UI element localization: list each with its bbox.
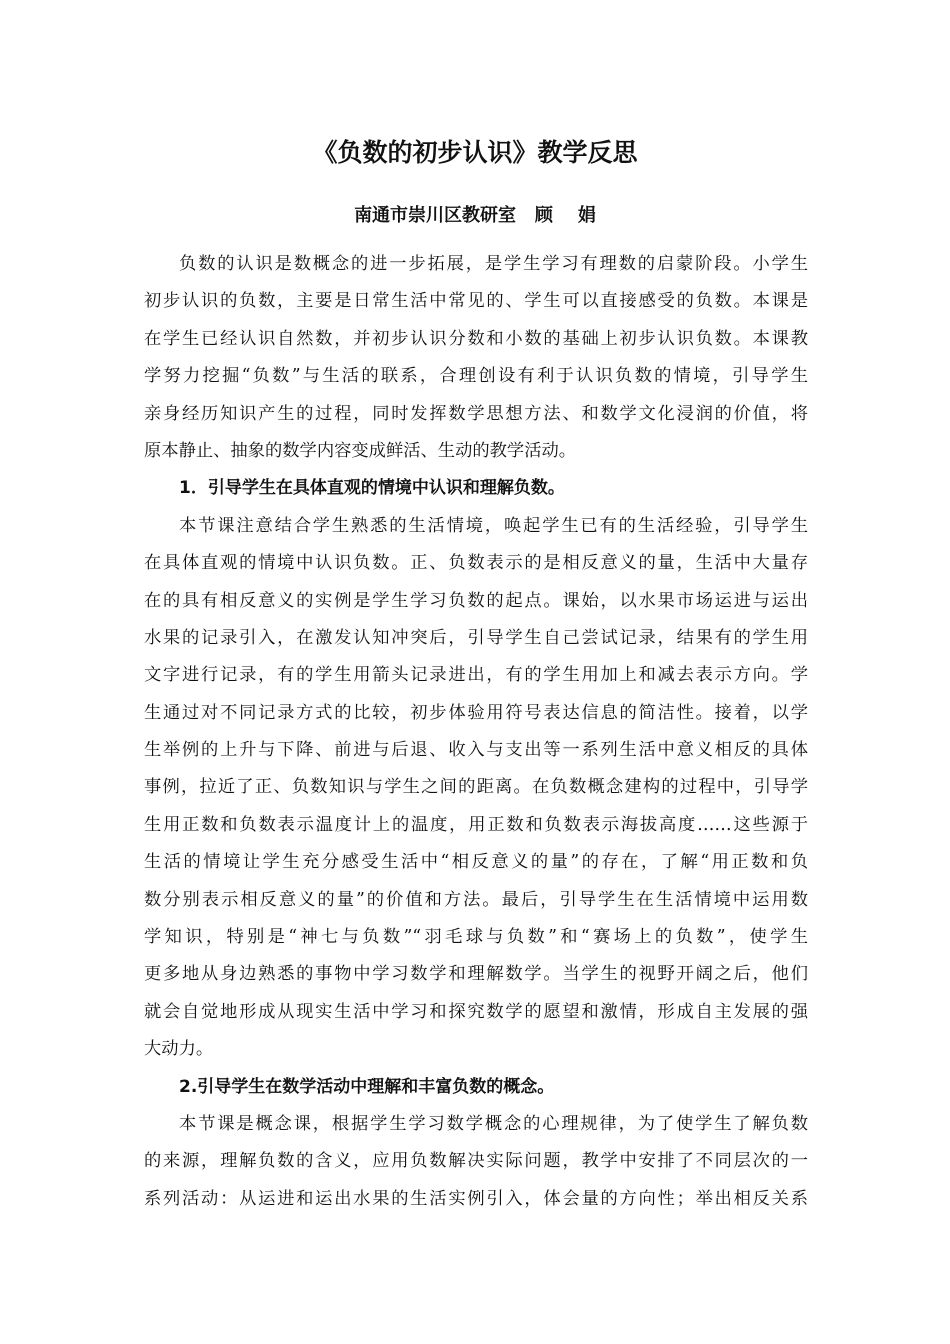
text-line: 本节课注意结合学生熟悉的生活情境，唤起学生已有的生活经验，引导学生 <box>179 515 808 536</box>
text-line: 亲身经历知识产生的过程，同时发挥数学思想方法、和数学文化浸润的价值，将 <box>144 403 808 424</box>
text-line: 原本静止、抽象的数学内容变成鲜活、生动的教学活动。 <box>144 440 577 461</box>
text-line: 更多地从身边熟悉的事物中学习数学和理解数学。当学生的视野开阔之后，他们 <box>144 964 808 985</box>
text-line: 初步认识的负数，主要是日常生活中常见的、学生可以直接感受的负数。本课是 <box>144 291 808 312</box>
text-line: 的来源，理解负数的含义，应用负数解决实际问题，教学中安排了不同层次的一 <box>144 1151 808 1172</box>
text-line: 学知识，特别是“神七与负数”“羽毛球与负数”和“赛场上的负数”，使学生 <box>144 927 808 948</box>
text-line: 生举例的上升与下降、前进与后退、收入与支出等一系列生活中意义相反的具体 <box>144 740 808 761</box>
text-line: 就会自觉地形成从现实生活中学习和探究数学的愿望和激情，形成自主发展的强 <box>144 1001 808 1022</box>
document-body <box>144 246 808 1218</box>
text-line: 学努力挖掘“负数”与生活的联系，合理创设有利于认识负数的情境，引导学生 <box>144 366 808 387</box>
text-line: 文字进行记录，有的学生用箭头记录进出，有的学生用加上和减去表示方向。学 <box>144 665 808 686</box>
text-line: 数分别表示相反意义的量”的价值和方法。最后，引导学生在生活情境中运用数 <box>144 889 808 910</box>
text-line: 在学生已经认识自然数，并初步认识分数和小数的基础上初步认识负数。本课教 <box>144 328 808 349</box>
text-line: 事例，拉近了正、负数知识与学生之间的距离。在负数概念建构的过程中，引导学 <box>144 777 808 798</box>
text-line: 在的具有相反意义的实例是学生学习负数的起点。课始，以水果市场运进与运出 <box>144 590 808 611</box>
text-line: 在具体直观的情境中认识负数。正、负数表示的是相反意义的量，生活中大量存 <box>144 553 808 574</box>
text-line: 本节课是概念课，根据学生学习数学概念的心理规律，为了使学生了解负数 <box>179 1113 808 1134</box>
text-line: 大动力。 <box>144 1039 214 1060</box>
text-line: 负数的认识是数概念的进一步拓展，是学生学习有理数的启蒙阶段。小学生 <box>179 254 808 274</box>
text-line: 水果的记录引入，在激发认知冲突后，引导学生自己尝试记录，结果有的学生用 <box>144 627 808 648</box>
text-line: 生活的情境让学生充分感受生活中“相反意义的量”的存在，了解“用正数和负 <box>144 852 808 873</box>
section-heading-1: 1．引导学生在具体直观的情境中认识和理解负数。 <box>179 478 565 499</box>
document-title: 《负数的初步认识》教学反思 <box>312 138 638 167</box>
text-line: 生用正数和负数表示温度计上的温度，用正数和负数表示海拔高度……这些源于 <box>144 814 808 835</box>
author-line: 南通市崇川区教研室 顾 娟 <box>354 205 596 226</box>
text-line: 生通过对不同记录方式的比较，初步体验用符号表达信息的简洁性。接着，以学 <box>144 702 808 723</box>
text-line: 系列活动：从运进和运出水果的生活实例引入，体会量的方向性；举出相反关系 <box>144 1188 808 1209</box>
section-heading-2: 2.引导学生在数学活动中理解和丰富负数的概念。 <box>179 1076 555 1097</box>
